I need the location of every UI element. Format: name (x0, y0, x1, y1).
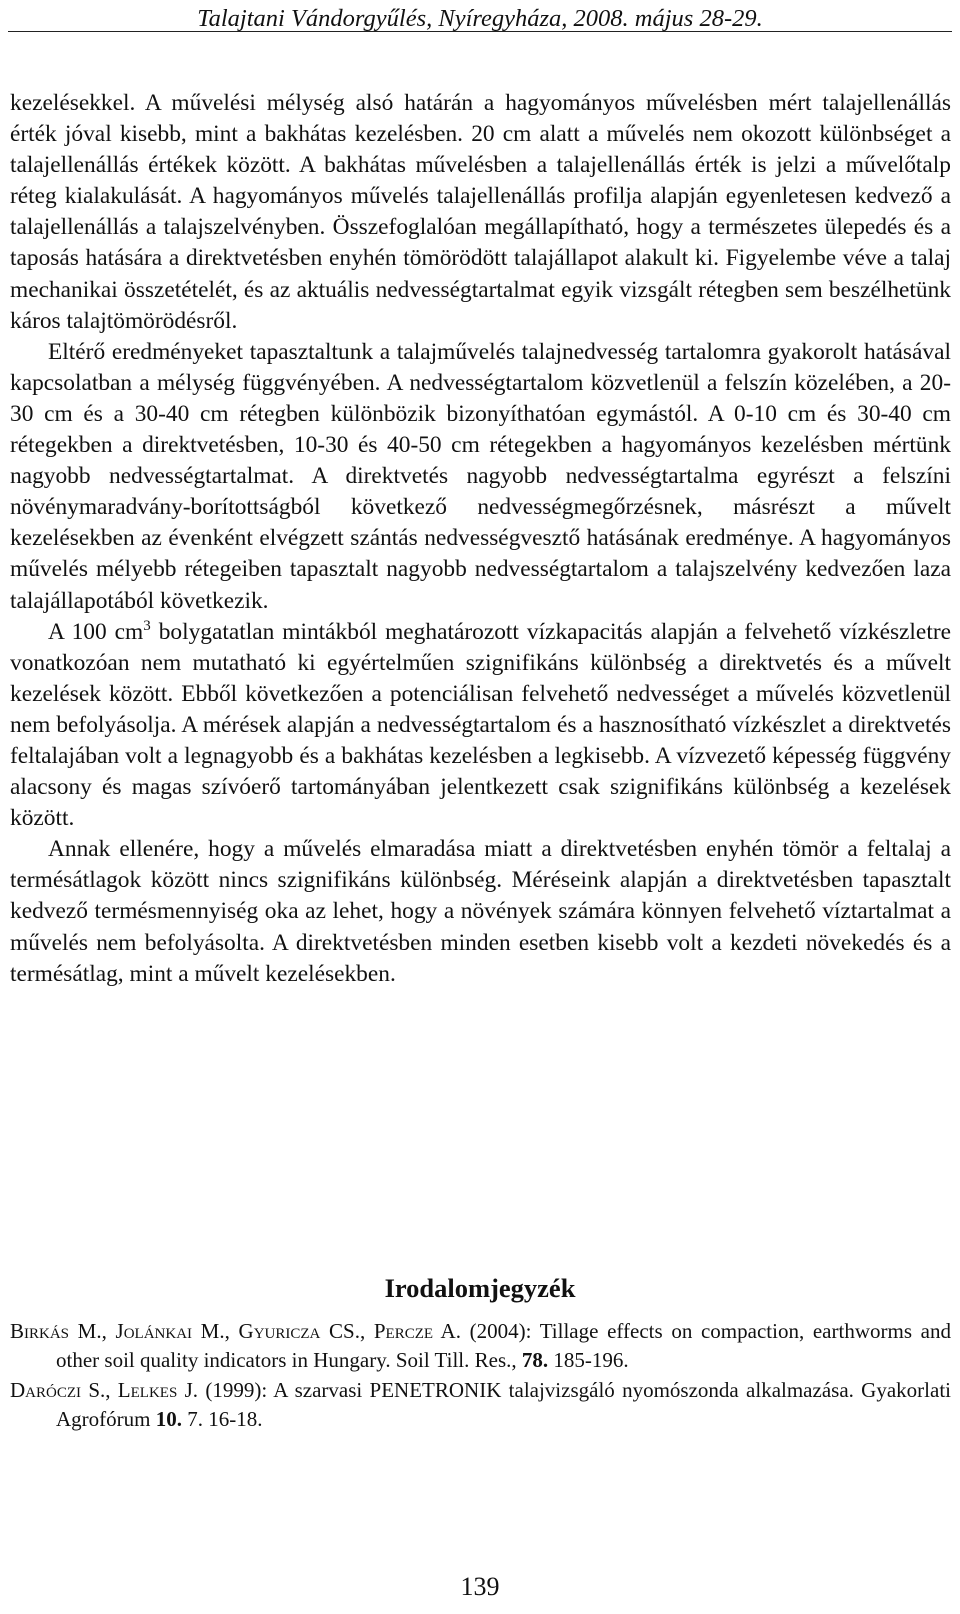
reference-daroczi (10, 1376, 951, 1435)
author-rest: M., (192, 1319, 239, 1343)
author-initial: P (373, 1319, 386, 1343)
author-name: aróczi (25, 1377, 82, 1402)
body-text (10, 88, 951, 990)
author-rest: J. (177, 1377, 199, 1402)
reference-pages: 7. 16-18. (181, 1406, 263, 1431)
header-rule (8, 31, 952, 32)
author-name: irkás (24, 1319, 70, 1343)
superscript-3: 3 (143, 617, 151, 634)
paragraph-2: Eltérő eredményeket tapasztaltunk a talajművelés talajnedvesség tartalomra gyakorolt hatásával kapcsolatban a mélység függvényében. A nedvességtartalom közvetlenül a felszín közelében, a 20-30 cm és a 30-40 cm rétegben különbözik bizonyíthatóan egymástól. A 0-10 cm és 30-40 cm rétegekben a direktvetésben, 10-30 és 40-50 cm rétegekben a hagyományos kezelésben mértünk nagyobb nedvességtartalmat. A direktvetés nagyobb nedvességtartalma egyrészt a felszíni növénymaradvány-borítottságból következő nedvességmegőrzésnek, másrészt a művelt kezelésekben az évenként elvégzett szántás nedvességvesztő hatásának eredménye. A hagyományos művelés mélyebb rétegeiben tapasztalt nagyobb nedvességtartalom a talajszelvény kedvezően laza talajállapotából következik. (10, 338, 951, 614)
running-header: Talajtani Vándorgyűlés, Nyíregyháza, 2008. május 28-29. (197, 5, 763, 32)
author-rest: M., (69, 1319, 116, 1343)
author-name: elkes (130, 1377, 178, 1402)
reference-pages: 185-196. (548, 1348, 629, 1373)
author-initial: B (10, 1319, 25, 1343)
author-rest: A. (433, 1319, 461, 1343)
author-name: olánkai (123, 1319, 193, 1343)
reference-text: (2004): Tillage effects on compaction, earthworms and other soil quality indicators in Hungary. Soil Till. Res., (56, 1319, 951, 1373)
author-initial: J (115, 1319, 124, 1343)
references-heading: Irodalomjegyzék (384, 1273, 576, 1303)
paragraph-4: Annak ellenére, hogy a művelés elmaradása miatt a direktvetésben enyhén tömör a feltalaj a termésátlagok között nincs szignifikáns különbség. Méréseink alapján a direktvetésben tapasztalt kedvező termésmennyiség oka az lehet, hogy a növények számára könnyen felvehető víztartalmat a művelés nem befolyásolta. A direktvetésben minden esetben kisebb volt a kezdeti növekedés és a termésátlag, mint a művelt kezelésekben. (10, 836, 951, 987)
reference-volume: 10. (155, 1406, 182, 1431)
reference-volume: 78. (521, 1348, 549, 1373)
reference-list (10, 1317, 951, 1434)
reference-text: (1999): A szarvasi PENETRONIK talajvizsgáló nyomószonda alkalmazása. Gyakorlati Agrofórum (56, 1377, 951, 1431)
page-number: 139 (460, 1572, 500, 1601)
author-name: ercze (385, 1319, 434, 1343)
author-initial: G (238, 1319, 254, 1343)
author-name: yuricza (253, 1319, 321, 1343)
paragraph-3-start: A 100 cm (48, 618, 144, 645)
reference-birkas (10, 1317, 951, 1376)
author-rest: CS., (320, 1319, 374, 1343)
paragraph-3-rest: bolygatatlan mintákból meghatározott vízkapacitás alapján a felvehető vízkészletre vonatkozóan nem mutatható ki egyértelműen szignifikáns különbség a direktvetés és a művelt kezelések között. Ebből következően a potenciálisan felvehető nedvességet a művelés közvetlenül nem befolyásolja. A mérések alapján a nedvességtartalom és a hasznosítható vízkészlet a direktvetés feltalajában volt a legnagyobb és a bakhátas kezelésben a legkisebb. A vízvezető képesség függvény alacsony és magas szívóerő tartományában jelentkezett csak szignifikáns különbség a kezelések között. (10, 618, 951, 832)
author-initial: D (10, 1377, 26, 1402)
author-initial: L (117, 1377, 131, 1402)
paragraph-3 (10, 617, 951, 835)
author-rest: S., (81, 1377, 118, 1402)
paragraph-1: kezelésekkel. A művelési mélység alsó határán a hagyományos művelésben mért talajellenállás érték jóval kisebb, mint a bakhátas kezelésben. 20 cm alatt a művelés nem okozott különbséget a talajellenállás értékek között. A bakhátas művelésben a talajellenállás érték is jelzi a művelőtalp réteg kialakulását. A hagyományos művelés talajellenállás profilja alapján egyenletesen kedvező a talajellenállás a talajszelvényben. Összefoglalóan megállapítható, hogy a természetes ülepedés és a taposás hatására a direktvetésben enyhén tömörödött talajállapot alakult ki. Figyelembe véve a talaj mechanikai összetételét, és az aktuális nedvességtartalmat egyik vizsgált rétegben sem beszélhetünk káros talajtömörödésről. (10, 90, 951, 334)
